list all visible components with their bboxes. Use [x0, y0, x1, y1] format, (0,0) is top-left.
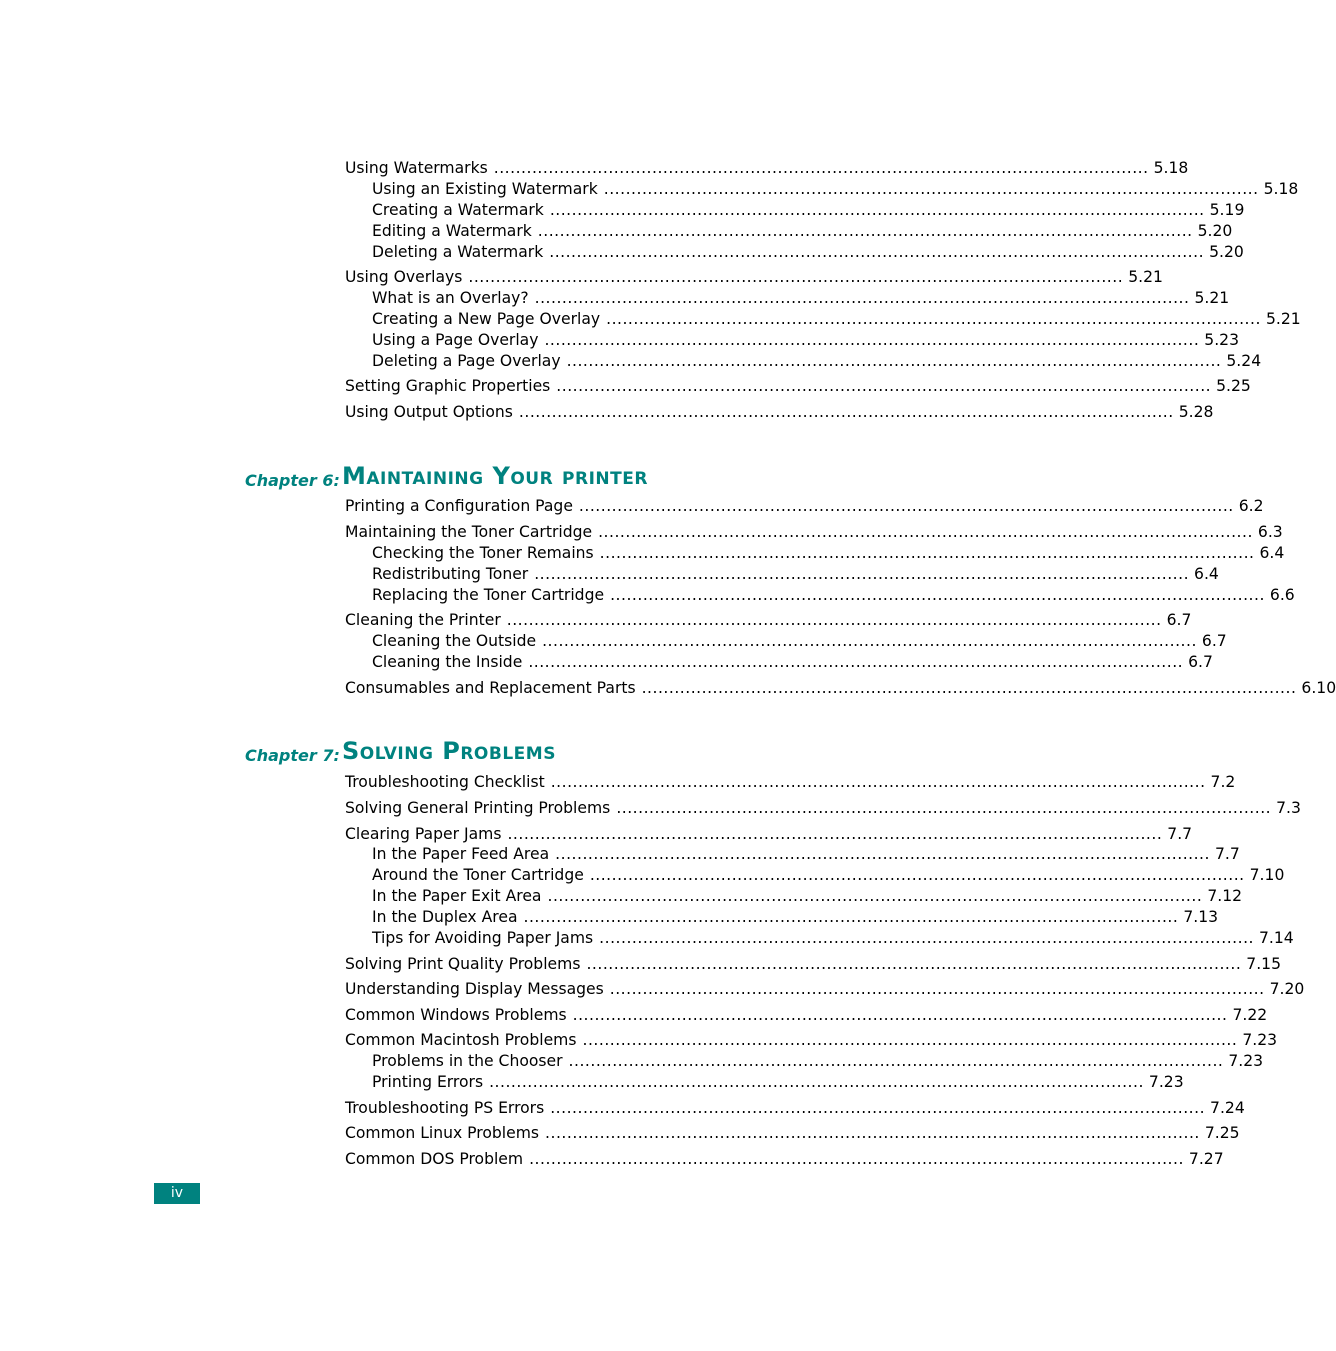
toc-entry-page: 5.25	[1216, 377, 1251, 395]
toc-entry-title: Printing Errors	[372, 1073, 484, 1091]
dot-leader: ........................................................................................................................	[545, 1124, 1200, 1142]
toc-entry[interactable]	[345, 158, 1189, 178]
toc-entry[interactable]	[345, 798, 1301, 818]
toc-entry[interactable]	[345, 772, 1236, 792]
toc-entry[interactable]	[372, 288, 1230, 308]
dot-leader: ........................................................................................................................	[547, 887, 1203, 905]
toc-entry-page: 7.23	[1148, 1073, 1184, 1091]
toc-entry[interactable]	[345, 267, 1163, 287]
toc-entry-title: In the Paper Exit Area	[372, 887, 542, 905]
toc-entry-page: 7.10	[1249, 866, 1285, 884]
toc-entry-page: 6.6	[1269, 586, 1295, 604]
toc-entry-title: Using Overlays	[345, 268, 463, 286]
toc-entry-title: Creating a New Page Overlay	[372, 310, 601, 328]
dot-leader: ........................................................................................................................	[572, 1006, 1228, 1024]
dot-leader: ........................................................................................................................	[550, 773, 1206, 791]
dot-leader: ........................................................................................................................	[610, 586, 1265, 604]
toc-entry-page: 6.4	[1259, 544, 1285, 562]
dot-leader: ........................................................................................................................	[544, 331, 1200, 349]
toc-entry-page: 5.20	[1197, 222, 1233, 240]
toc-entry[interactable]	[372, 886, 1243, 906]
toc-entry-page: 5.18	[1263, 180, 1299, 198]
toc-entry-title: Troubleshooting Checklist	[345, 773, 545, 791]
dot-leader: ........................................................................................................................	[599, 544, 1255, 562]
dot-leader: ........................................................................................................................	[493, 159, 1149, 177]
toc-entry-title: Tips for Avoiding Paper Jams	[372, 929, 594, 947]
toc-entry-title: Around the Toner Cartridge	[372, 866, 584, 884]
toc-entry-title: Common DOS Problem	[345, 1150, 524, 1168]
toc-entry-page: 5.28	[1178, 403, 1214, 421]
toc-entry-page: 6.2	[1238, 497, 1264, 515]
toc-entry[interactable]	[372, 330, 1240, 350]
toc-entry-page: 5.23	[1204, 331, 1240, 349]
toc-entry-page: 5.20	[1209, 243, 1244, 261]
chapter-title: Maintaining Your printer	[342, 462, 648, 490]
dot-leader: ........................................................................................................................	[550, 1099, 1206, 1117]
toc-entry[interactable]	[345, 402, 1214, 422]
toc-entry-title: Cleaning the Outside	[372, 632, 537, 650]
dot-leader: ........................................................................................................................	[566, 352, 1222, 370]
toc-entry-page: 5.18	[1153, 159, 1189, 177]
toc-entry-title: Deleting a Watermark	[372, 243, 544, 261]
toc-entry-title: Common Linux Problems	[345, 1124, 540, 1142]
toc-entry-title: Using a Page Overlay	[372, 331, 539, 349]
dot-leader: ........................................................................................................................	[537, 222, 1193, 240]
toc-entry[interactable]	[372, 564, 1219, 584]
toc-entry[interactable]	[372, 631, 1227, 651]
toc-entry[interactable]	[372, 1072, 1184, 1092]
toc-entry[interactable]	[372, 928, 1294, 948]
toc-entry[interactable]	[372, 543, 1285, 563]
toc-entry[interactable]	[372, 907, 1219, 927]
dot-leader: ........................................................................................................................	[528, 653, 1184, 671]
toc-entry-page: 6.7	[1166, 611, 1192, 629]
toc-entry-title: Using an Existing Watermark	[372, 180, 598, 198]
dot-leader: ........................................................................................................................	[582, 1031, 1238, 1049]
toc-entry-title: Understanding Display Messages	[345, 980, 604, 998]
toc-entry-title: Troubleshooting PS Errors	[345, 1099, 545, 1117]
toc-entry-page: 5.21	[1265, 310, 1301, 328]
toc-entry-page: 7.7	[1167, 825, 1193, 843]
dot-leader: ........................................................................................................................	[609, 980, 1265, 998]
chapter-label: Chapter 6:	[245, 471, 340, 490]
toc-entry-page: 5.24	[1226, 352, 1262, 370]
toc-entry-page: 7.13	[1183, 908, 1219, 926]
toc-entry-title: Cleaning the Printer	[345, 611, 501, 629]
dot-leader: ........................................................................................................................	[489, 1073, 1144, 1091]
toc-entry-page: 7.23	[1242, 1031, 1278, 1049]
toc-entry[interactable]	[345, 496, 1264, 516]
toc-entry-page: 7.24	[1210, 1099, 1245, 1117]
toc-entry[interactable]	[345, 522, 1283, 542]
toc-entry-title: Printing a Configuration Page	[345, 497, 573, 515]
dot-leader: ........................................................................................................................	[542, 632, 1197, 650]
toc-entry-page: 7.22	[1232, 1006, 1268, 1024]
toc-entry[interactable]	[345, 1123, 1240, 1143]
toc-entry-page: 6.4	[1194, 565, 1219, 583]
dot-leader: ........................................................................................................................	[568, 1052, 1224, 1070]
toc-entry[interactable]	[372, 309, 1301, 329]
dot-leader: ........................................................................................................................	[603, 180, 1259, 198]
toc-entry-title: Problems in the Chooser	[372, 1052, 563, 1070]
toc-entry-title: Deleting a Page Overlay	[372, 352, 561, 370]
dot-leader: ........................................................................................................................	[578, 497, 1234, 515]
toc-entry-title: Replacing the Toner Cartridge	[372, 586, 605, 604]
toc-entry[interactable]	[345, 678, 1336, 698]
toc-entry[interactable]	[372, 652, 1213, 672]
toc-entry[interactable]	[345, 610, 1192, 630]
toc-entry-page: 7.20	[1269, 980, 1305, 998]
page-number-badge: iv	[154, 1183, 200, 1204]
toc-entry-title: In the Duplex Area	[372, 908, 518, 926]
toc-entry-title: Common Macintosh Problems	[345, 1031, 577, 1049]
dot-leader: ........................................................................................................................	[555, 845, 1210, 863]
toc-entry[interactable]	[345, 376, 1251, 396]
dot-leader: ........................................................................................................................	[549, 201, 1205, 219]
toc-entry[interactable]	[372, 844, 1240, 864]
toc-entry-page: 5.21	[1128, 268, 1163, 286]
toc-entry-page: 6.3	[1257, 523, 1283, 541]
dot-leader: ........................................................................................................................	[534, 289, 1190, 307]
toc-entry[interactable]	[345, 1149, 1224, 1169]
toc-entry-page: 6.10	[1301, 679, 1336, 697]
toc-entry[interactable]	[372, 242, 1244, 262]
toc-entry-title: Common Windows Problems	[345, 1006, 567, 1024]
dot-leader: ........................................................................................................................	[589, 866, 1245, 884]
chapter-label: Chapter 7:	[245, 746, 340, 765]
toc-entry-page: 5.19	[1209, 201, 1245, 219]
dot-leader: ........................................................................................................................	[616, 799, 1272, 817]
toc-entry-page: 6.7	[1188, 653, 1213, 671]
toc-entry-title: Cleaning the Inside	[372, 653, 523, 671]
toc-entry[interactable]	[345, 1005, 1268, 1025]
dot-leader: ........................................................................................................................	[518, 403, 1174, 421]
dot-leader: ........................................................................................................................	[468, 268, 1124, 286]
toc-entry-page: 7.2	[1210, 773, 1236, 791]
toc-entry-title: Setting Graphic Properties	[345, 377, 551, 395]
toc-entry-title: Using Output Options	[345, 403, 513, 421]
toc-entry[interactable]	[345, 954, 1282, 974]
toc-entry[interactable]	[345, 979, 1305, 999]
dot-leader: ........................................................................................................................	[507, 825, 1163, 843]
toc-entry-page: 7.14	[1259, 929, 1294, 947]
toc-entry-title: In the Paper Feed Area	[372, 845, 550, 863]
toc-entry-page: 7.7	[1214, 845, 1240, 863]
toc-entry-page: 6.7	[1201, 632, 1227, 650]
toc-entry[interactable]	[372, 1051, 1264, 1071]
toc-entry-title: What is an Overlay?	[372, 289, 529, 307]
toc-entry-page: 7.25	[1204, 1124, 1240, 1142]
toc-entry-title: Checking the Toner Remains	[372, 544, 594, 562]
toc-entry-title: Clearing Paper Jams	[345, 825, 502, 843]
toc-entry-title: Editing a Watermark	[372, 222, 532, 240]
toc-entry-title: Using Watermarks	[345, 159, 488, 177]
dot-leader: ........................................................................................................................	[523, 908, 1179, 926]
dot-leader: ........................................................................................................................	[549, 243, 1205, 261]
toc-entry-title: Solving Print Quality Problems	[345, 955, 581, 973]
toc-entry[interactable]	[372, 179, 1299, 199]
dot-leader: ........................................................................................................................	[606, 310, 1261, 328]
toc-entry[interactable]	[345, 1030, 1278, 1050]
toc-entry-page: 5.21	[1194, 289, 1230, 307]
toc-entry-page: 7.12	[1207, 887, 1243, 905]
toc-entry-page: 7.3	[1276, 799, 1301, 817]
toc-entry-title: Solving General Printing Problems	[345, 799, 611, 817]
toc-entry[interactable]	[372, 200, 1245, 220]
toc-entry-title: Creating a Watermark	[372, 201, 544, 219]
toc-entry[interactable]	[372, 351, 1262, 371]
dot-leader: ........................................................................................................................	[641, 679, 1297, 697]
toc-entry-title: Redistributing Toner	[372, 565, 529, 583]
toc-entry[interactable]	[372, 221, 1233, 241]
toc-entry-title: Consumables and Replacement Parts	[345, 679, 636, 697]
dot-leader: ........................................................................................................................	[506, 611, 1162, 629]
toc-entry[interactable]	[345, 824, 1193, 844]
toc-entry-page: 7.15	[1246, 955, 1282, 973]
toc-entry-page: 7.23	[1228, 1052, 1264, 1070]
toc-entry-title: Maintaining the Toner Cartridge	[345, 523, 593, 541]
toc-entry[interactable]	[372, 865, 1285, 885]
dot-leader: ........................................................................................................................	[598, 523, 1253, 541]
dot-leader: ........................................................................................................................	[534, 565, 1190, 583]
dot-leader: ........................................................................................................................	[529, 1150, 1184, 1168]
chapter-title: Solving Problems	[342, 737, 556, 765]
dot-leader: ........................................................................................................................	[556, 377, 1212, 395]
toc-entry[interactable]	[345, 1098, 1245, 1118]
toc-entry[interactable]	[372, 585, 1295, 605]
dot-leader: ........................................................................................................................	[586, 955, 1242, 973]
toc-entry-page: 7.27	[1188, 1150, 1224, 1168]
dot-leader: ........................................................................................................................	[599, 929, 1254, 947]
